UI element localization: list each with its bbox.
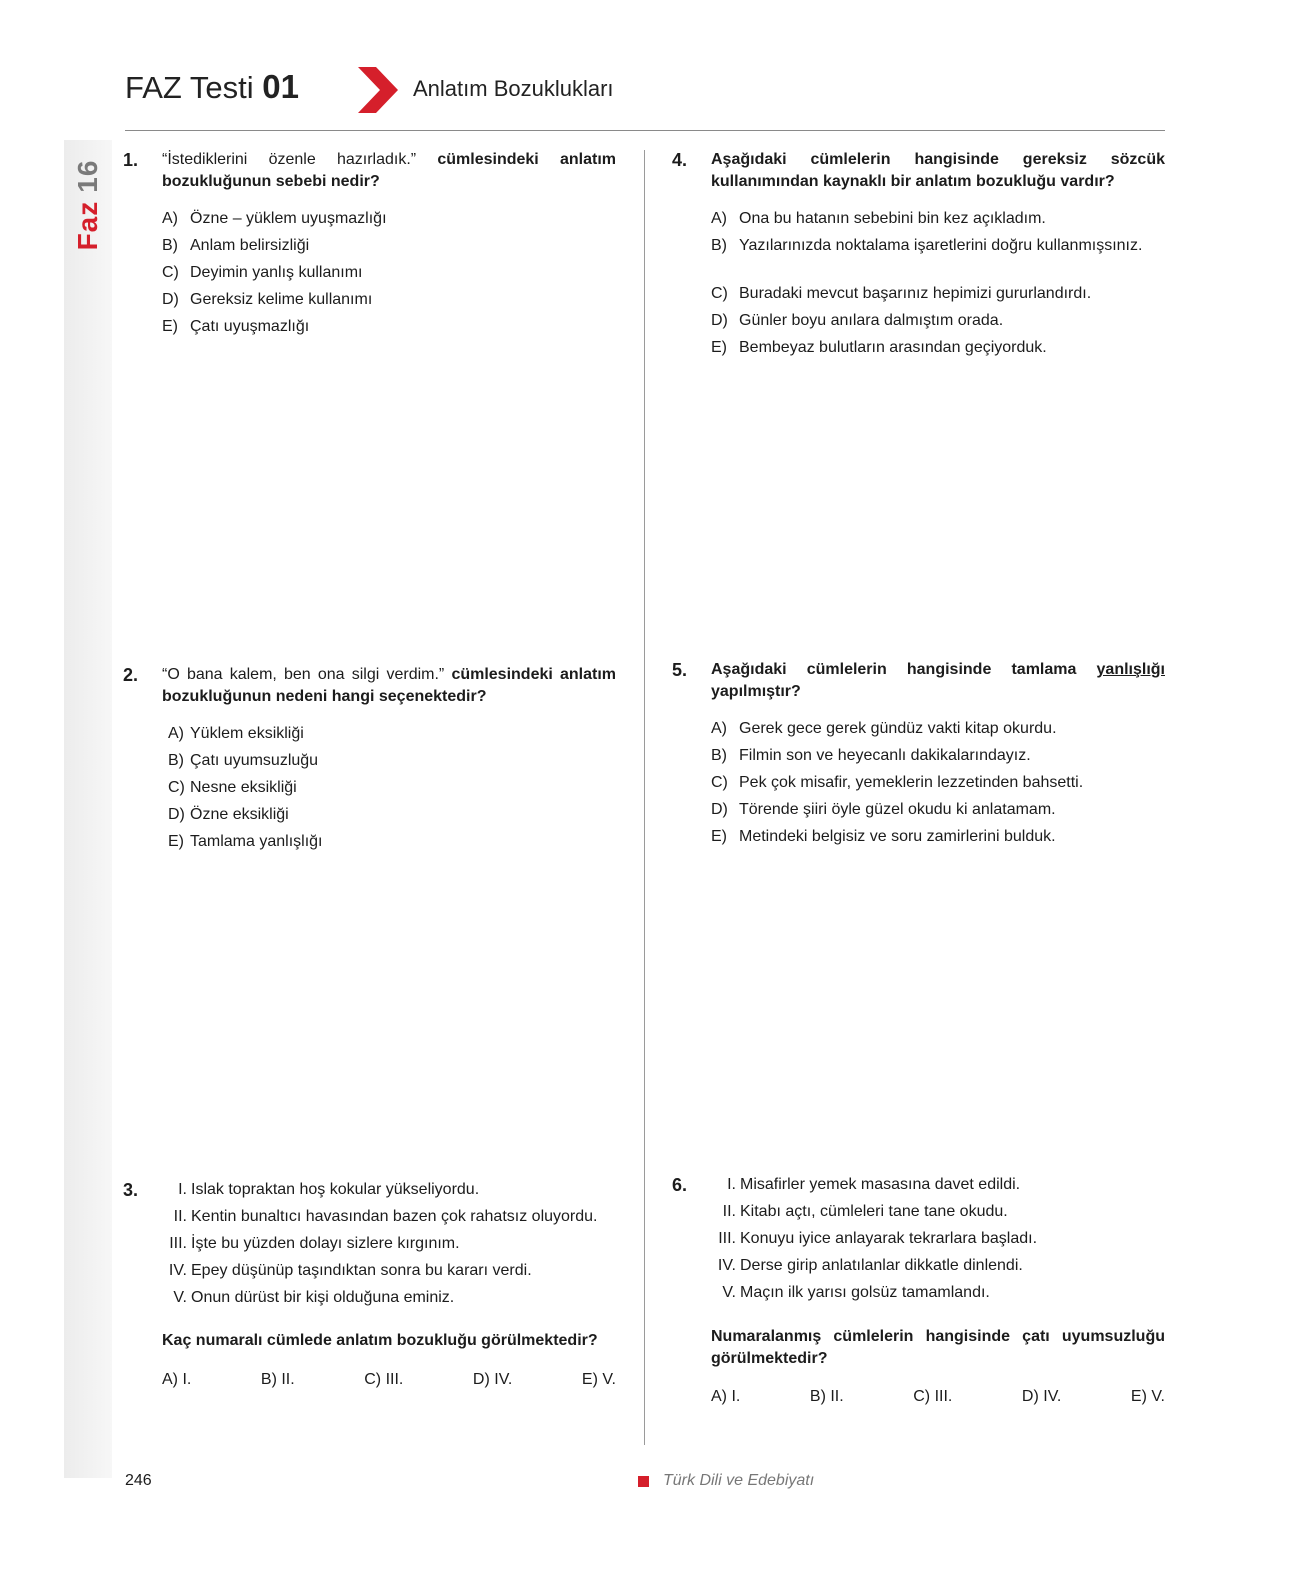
question-stem	[711, 659, 1165, 703]
option-d[interactable]: D) Gereksiz kelime kullanımı	[162, 291, 373, 308]
sentence-3: III. Konuyu iyice anlayarak tekrarlara başladı.	[718, 1230, 1038, 1247]
question-number: 1.	[123, 150, 139, 170]
question-number: 4.	[672, 150, 688, 170]
option-d[interactable]: D) Günler boyu anılara dalmıştım orada.	[711, 312, 1004, 329]
sentence-2: II. Kitabı açtı, cümleleri tane tane okudu.	[722, 1203, 1008, 1220]
question-prompt: Kaç numaralı cümlede anlatım bozukluğu görülmektedir?	[162, 1332, 598, 1349]
question-stem	[162, 149, 616, 193]
options-list	[711, 208, 1165, 364]
options-row	[711, 1386, 1165, 1408]
sentence-4: IV. Epey düşünüp taşındıktan sonra bu kararı verdi.	[168, 1262, 532, 1279]
options-list	[162, 208, 387, 343]
option-d[interactable]: D) IV.	[1021, 1388, 1062, 1405]
test-number: 01	[262, 68, 299, 105]
option-a[interactable]: A) I.	[711, 1388, 741, 1405]
sentence-list	[672, 1174, 1037, 1309]
option-a[interactable]: A) Gerek gece gerek gündüz vakti kitap okurdu.	[711, 720, 1057, 737]
option-a[interactable]: A) Yüklem eksikliği	[168, 725, 304, 742]
side-label	[68, 150, 108, 260]
option-b[interactable]: B) Filmin son ve heyecanlı dakikalarındayız.	[711, 747, 1031, 764]
column-divider	[644, 150, 645, 1445]
stem-bold: cümlesindeki anlatım bozukluğunun nedeni hangi seçenektedir?	[162, 666, 616, 705]
sentence-1: I. Islak topraktan hoş kokular yükseliyordu.	[178, 1181, 480, 1198]
option-e[interactable]: E) V.	[1130, 1388, 1165, 1405]
option-c[interactable]: C) III.	[364, 1371, 404, 1388]
chevron-right-icon	[358, 67, 398, 113]
options-row	[162, 1369, 616, 1391]
option-d[interactable]: D) IV.	[472, 1371, 513, 1388]
sentence-4: IV. Derse girip anlatılanlar dikkatle dinlendi.	[717, 1257, 1023, 1274]
option-b[interactable]: B) Yazılarınızda noktalama işaretlerini doğru kullanmışsınız.	[711, 237, 1143, 254]
stem-bold: cümlesindeki anlatım bozukluğunun sebebi nedir?	[162, 151, 617, 190]
red-square-icon	[638, 1476, 649, 1487]
option-e[interactable]: E) V.	[581, 1371, 616, 1388]
test-title-text: FAZ Testi	[125, 70, 254, 105]
sentence-1: I. Misafirler yemek masasına davet edildi.	[727, 1176, 1021, 1193]
option-a[interactable]: A) I.	[162, 1371, 192, 1388]
option-d[interactable]: D) Törende şiiri öyle güzel okudu ki anlatamam.	[711, 801, 1056, 818]
stem-quote: “O bana kalem, ben ona silgi verdim.”	[162, 666, 452, 683]
option-c[interactable]: C) III.	[913, 1388, 953, 1405]
option-b[interactable]: B) II.	[260, 1371, 295, 1388]
question-stem	[711, 149, 1165, 193]
sentence-3: III. İşte bu yüzden dolayı sizlere kırgınım.	[169, 1235, 460, 1252]
option-b[interactable]: B) Anlam belirsizliği	[162, 237, 310, 254]
page-number: 246	[125, 1472, 152, 1489]
question-number: 5.	[672, 660, 688, 680]
sentence-list	[123, 1179, 597, 1314]
header-divider	[125, 130, 1165, 131]
sentence-5: V. Maçın ilk yarısı golsüz tamamlandı.	[722, 1284, 990, 1301]
question-number: 6.	[672, 1175, 688, 1195]
footer-subject: Türk Dili ve Edebiyatı	[663, 1472, 815, 1489]
stem-bold: Aşağıdaki cümlelerin hangisinde gereksiz sözcük kullanımından kaynaklı bir anlatım bozukluğu vardır?	[711, 151, 1165, 190]
sentence-5: V. Onun dürüst bir kişi olduğuna eminiz.	[173, 1289, 455, 1306]
question-prompt: Numaralanmış cümlelerin hangisinde çatı uyumsuzluğu görülmektedir?	[711, 1328, 1165, 1367]
options-list	[711, 718, 1083, 853]
question-number: 2.	[123, 665, 139, 685]
option-c[interactable]: C) Nesne eksikliği	[168, 779, 297, 796]
option-e[interactable]: E) Bembeyaz bulutların arasından geçiyorduk.	[711, 339, 1047, 356]
option-c[interactable]: C) Deyimin yanlış kullanımı	[162, 264, 363, 281]
stem-bold-a: Aşağıdaki cümlelerin hangisinde tamlama	[711, 661, 1097, 678]
option-a[interactable]: A) Ona bu hatanın sebebini bin kez açıkladım.	[711, 210, 1046, 227]
option-d[interactable]: D) Özne eksikliği	[168, 806, 289, 823]
option-e[interactable]: E) Çatı uyuşmazlığı	[162, 318, 310, 335]
question-stem	[162, 664, 616, 708]
topic-title: Anlatım Bozuklukları	[413, 76, 614, 101]
stem-underlined-word: yanlışlığı	[1096, 661, 1165, 678]
option-b[interactable]: B) Çatı uyumsuzluğu	[168, 752, 319, 769]
option-c[interactable]: C) Buradaki mevcut başarınız hepimizi gururlandırdı.	[711, 285, 1092, 302]
side-number: 16	[72, 159, 103, 193]
side-strip	[64, 140, 112, 1478]
test-title	[125, 68, 299, 106]
option-b[interactable]: B) II.	[809, 1388, 844, 1405]
option-a[interactable]: A) Özne – yüklem uyuşmazlığı	[162, 210, 387, 227]
option-e[interactable]: E) Metindeki belgisiz ve soru zamirlerini bulduk.	[711, 828, 1056, 845]
option-c[interactable]: C) Pek çok misafir, yemeklerin lezzetinden bahsetti.	[711, 774, 1084, 791]
stem-bold-b: yapılmıştır?	[711, 683, 801, 700]
stem-quote: “İstediklerini özenle hazırladık.”	[162, 151, 438, 168]
sentence-2: II. Kentin bunaltıcı havasından bazen çok rahatsız oluyordu.	[173, 1208, 598, 1225]
side-faz-label: Faz	[72, 200, 103, 251]
question-number: 3.	[123, 1180, 139, 1200]
option-e[interactable]: E) Tamlama yanlışlığı	[168, 833, 323, 850]
options-list	[168, 723, 323, 858]
